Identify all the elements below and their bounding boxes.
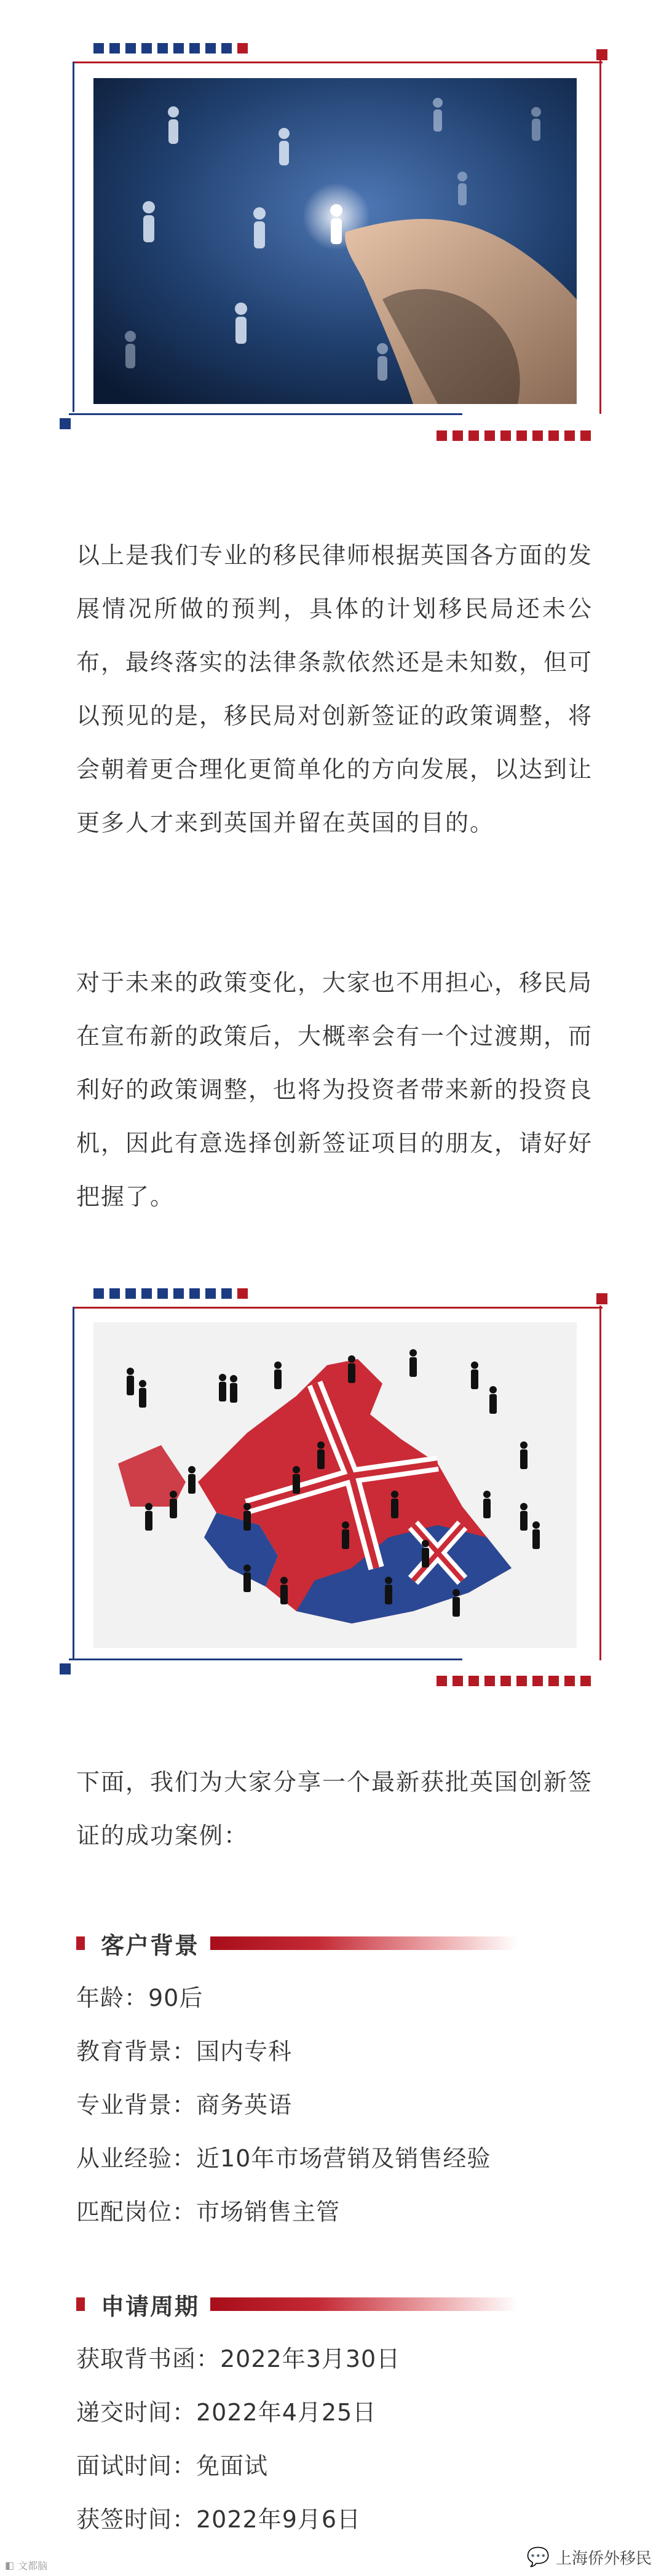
heading-gradient-bar	[210, 1936, 518, 1950]
frame-top-squares	[93, 1288, 248, 1299]
paragraph-policy-outlook: 以上是我们专业的移民律师根据英国各方面的发展情况所做的预判，具体的计划移民局还未公布，最终落实的法律条款依然还是未知数，但可以预见的是，移民局对创新签证的政策调整，将会朝着更合理化更简单化的方向发展，以达到让更多人才来到英国并留在英国的目的。	[76, 542, 593, 836]
frame-corner-bottom-left	[60, 1663, 71, 1674]
watermark-icon: ◧	[5, 2559, 15, 2571]
frame-top-line	[73, 1307, 603, 1309]
frame-top-squares	[93, 43, 248, 54]
client-background-heading	[76, 1931, 518, 1959]
frame-right-line	[599, 1306, 601, 1660]
frame-top-line	[73, 61, 603, 63]
timeline-approval: 获签时间：2022年9月6日	[76, 2506, 362, 2533]
frame-right-line	[599, 60, 601, 414]
timeline-heading	[76, 2292, 518, 2320]
wechat-icon: 💬	[526, 2546, 550, 2568]
uk-map-photo	[93, 1322, 577, 1648]
timeline-endorsement: 获取背书函：2022年3月30日	[76, 2345, 401, 2372]
timeline-submission: 递交时间：2022年4月25日	[76, 2399, 377, 2426]
watermark-text: 文都脑	[18, 2560, 48, 2572]
frame-left-line	[73, 61, 74, 412]
client-age: 年龄：90后	[76, 1984, 204, 2011]
heading-marker	[76, 1936, 85, 1950]
frame-bottom-line	[69, 413, 462, 415]
account-watermark	[527, 2546, 652, 2569]
timeline-interview: 面试时间：免面试	[76, 2452, 269, 2479]
heading-marker	[76, 2297, 85, 2311]
heading-gradient-bar	[210, 2297, 518, 2311]
frame-bottom-squares	[437, 430, 591, 441]
source-watermark	[5, 2558, 47, 2572]
frame-corner-top-right	[596, 49, 607, 60]
paragraph-transition-period: 对于未来的政策变化，大家也不用担心，移民局在宣布新的政策后，大概率会有一个过渡期，而利好的政策调整，也将为投资者带来新的投资良机，因此有意选择创新签证项目的朋友，请好好把握了。	[76, 969, 593, 1210]
heading-title: 客户背景	[101, 1932, 200, 1959]
client-education: 教育背景：国内专科	[76, 2038, 293, 2065]
frame-left-line	[73, 1307, 74, 1659]
heading-title: 申请周期	[101, 2293, 200, 2320]
frame-bottom-squares	[437, 1676, 591, 1686]
paragraph-case-intro: 下面，我们为大家分享一个最新获批英国创新签证的成功案例：	[76, 1769, 593, 1849]
frame-corner-top-right	[596, 1293, 607, 1304]
client-major: 专业背景：商务英语	[76, 2091, 293, 2118]
account-name: 上海侨外移民	[555, 2550, 652, 2568]
frame-corner-bottom-left	[60, 418, 71, 429]
client-experience: 从业经验：近10年市场营销及销售经验	[76, 2145, 491, 2172]
frame-bottom-line	[69, 1659, 462, 1660]
touchscreen-photo	[93, 78, 577, 404]
client-position: 匹配岗位：市场销售主管	[76, 2198, 341, 2225]
